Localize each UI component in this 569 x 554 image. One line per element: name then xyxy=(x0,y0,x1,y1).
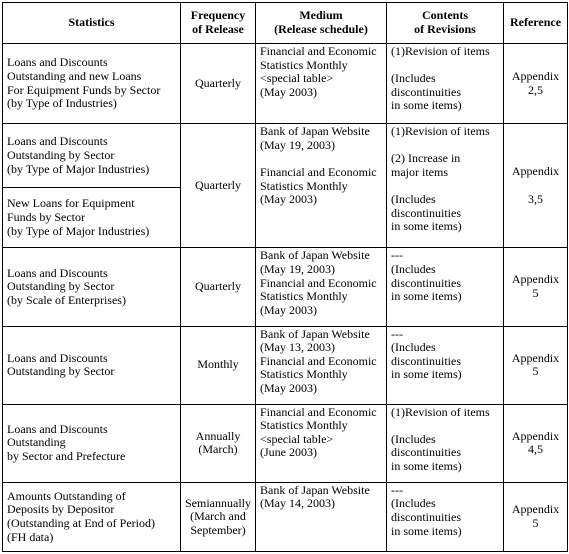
header-statistics: Statistics xyxy=(3,3,181,44)
table-row xyxy=(3,404,568,482)
header-row xyxy=(3,3,568,44)
table-row xyxy=(3,482,568,551)
contents-cell: --- (Includes discontinuities in some items) xyxy=(387,248,504,326)
frequency-cell: Quarterly xyxy=(181,124,256,248)
contents-cell: (1)Revision of items (Includes discontinuities in some items) xyxy=(387,44,504,124)
statistics-cell: Loans and Discounts Outstanding by Sector (by Type of Major Industries) xyxy=(3,124,181,188)
frequency-cell: Quarterly xyxy=(181,248,256,326)
contents-cell: (1)Revision of items (Includes discontinuities in some items) xyxy=(387,404,504,482)
contents-cell: --- (Includes discontinuities in some items) xyxy=(387,482,504,551)
medium-cell: Bank of Japan Website (May 19, 2003) Financial and Economic Statistics Monthly (May 2003) xyxy=(256,124,387,248)
statistics-cell: Amounts Outstanding of Deposits by Depositor (Outstanding at End of Period) (FH data) xyxy=(3,482,181,551)
header-contents xyxy=(387,3,504,44)
header-frequency-text: Frequency of Release xyxy=(190,8,246,36)
contents-cell: --- (Includes discontinuities in some items) xyxy=(387,326,504,404)
medium-cell: Bank of Japan Website (May 13, 2003) Financial and Economic Statistics Monthly (May 2003) xyxy=(256,326,387,404)
table-row xyxy=(3,44,568,124)
header-medium xyxy=(256,3,387,44)
statistics-cell: Loans and Discounts Outstanding by Sector (by Scale of Enterprises) xyxy=(3,248,181,326)
medium-cell: Financial and Economic Statistics Monthly <special table> (June 2003) xyxy=(256,404,387,482)
frequency-cell: Monthly xyxy=(181,326,256,404)
reference-cell: Appendix 5 xyxy=(504,326,568,404)
header-medium-text: Medium (Release schedule) xyxy=(274,8,368,36)
header-frequency xyxy=(181,3,256,44)
reference-cell: Appendix 2,5 xyxy=(504,44,568,124)
statistics-cell: Loans and Discounts Outstanding by Sector and Prefecture xyxy=(3,404,181,482)
medium-cell: Bank of Japan Website (May 19, 2003) Financial and Economic Statistics Monthly (May 2003) xyxy=(256,248,387,326)
medium-cell: Bank of Japan Website (May 14, 2003) xyxy=(256,482,387,551)
statistics-cell: Loans and Discounts Outstanding and new Loans For Equipment Funds by Sector (by Type of Industries) xyxy=(3,44,181,124)
medium-cell: Financial and Economic Statistics Monthly <special table> (May 2003) xyxy=(256,44,387,124)
frequency-cell: Annually (March) xyxy=(181,404,256,482)
header-contents-text: Contents of Revisions xyxy=(414,8,476,36)
statistics-cell: Loans and Discounts Outstanding by Sector xyxy=(3,326,181,404)
reference-cell: Appendix 5 xyxy=(504,248,568,326)
reference-cell: Appendix 4,5 xyxy=(504,404,568,482)
reference-cell: Appendix 3,5 xyxy=(504,124,568,248)
table-row xyxy=(3,124,568,188)
reference-cell: Appendix 5 xyxy=(504,482,568,551)
table-row xyxy=(3,248,568,326)
header-reference: Reference xyxy=(504,3,568,44)
contents-cell: (1)Revision of items (2) Increase in major items (Includes discontinuities in some items) xyxy=(387,124,504,248)
table-row xyxy=(3,326,568,404)
frequency-cell: Semiannually (March and September) xyxy=(181,482,256,551)
frequency-cell: Quarterly xyxy=(181,44,256,124)
statistics-revision-table xyxy=(2,2,568,552)
statistics-cell: New Loans for Equipment Funds by Sector (by Type of Major Industries) xyxy=(3,188,181,248)
